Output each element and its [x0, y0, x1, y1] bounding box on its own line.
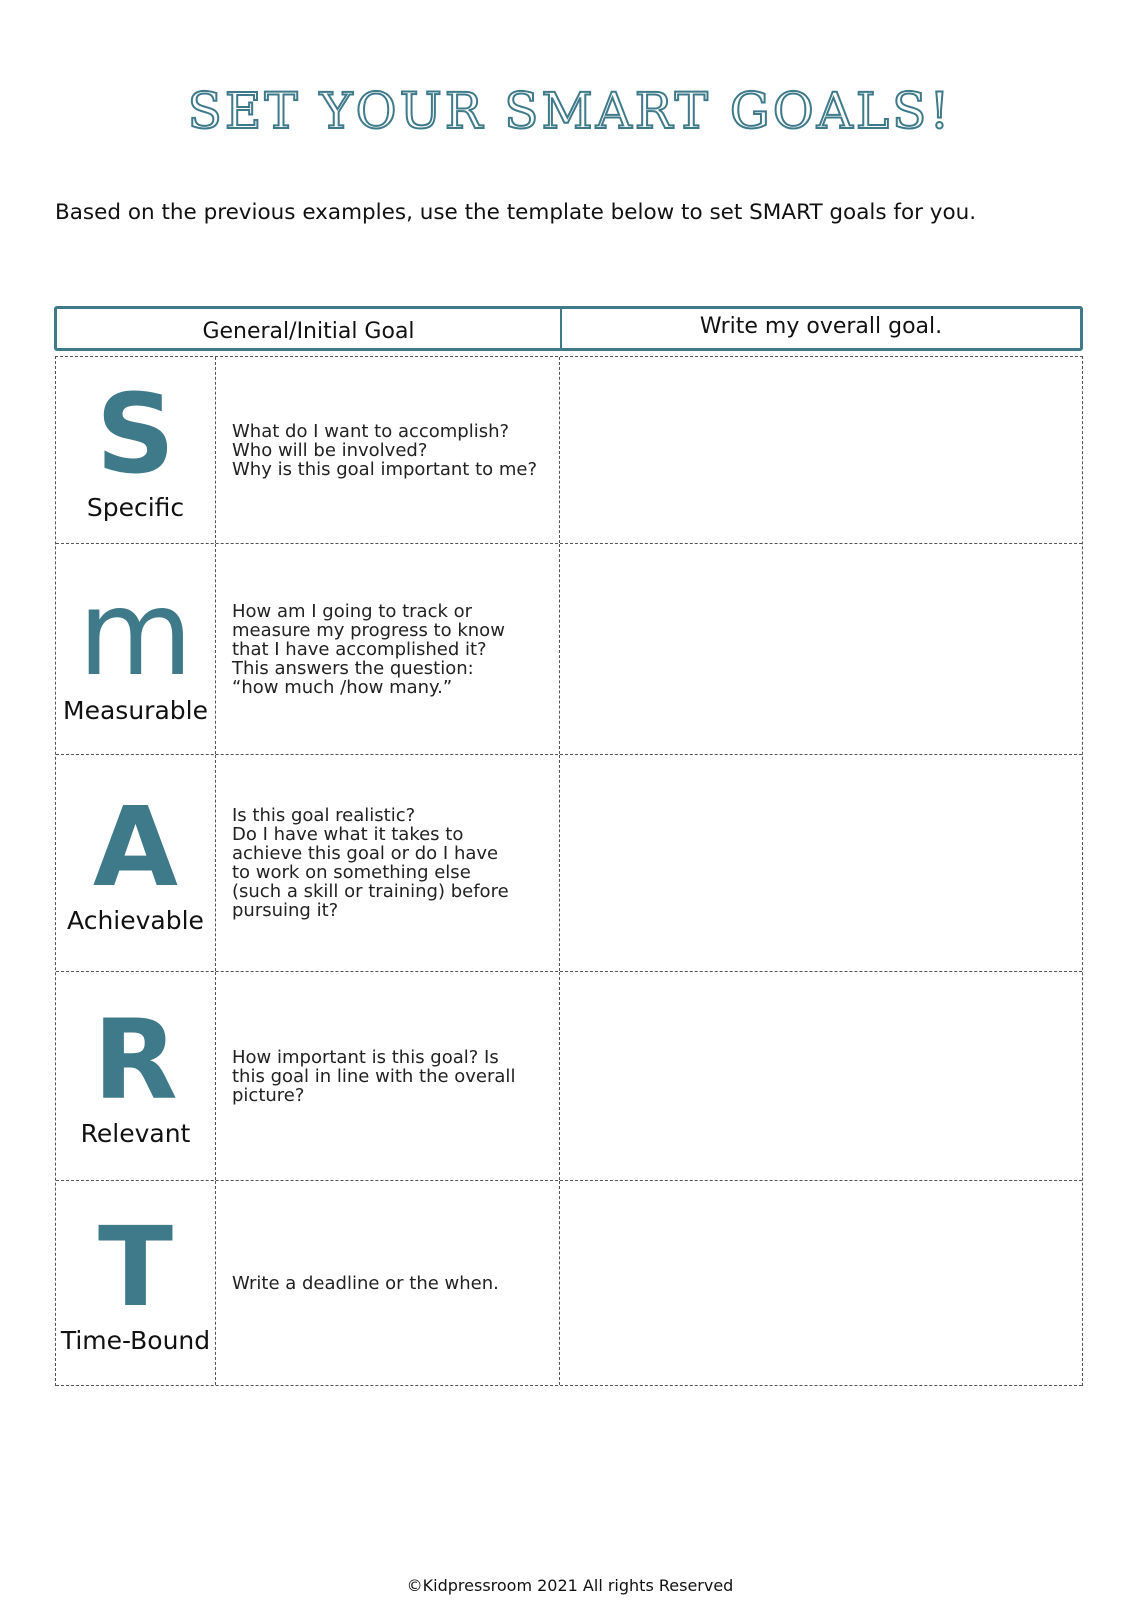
answer-field-relevant[interactable]	[560, 972, 1082, 1180]
letter-s-glyph: S	[95, 369, 176, 498]
smart-table	[55, 356, 1083, 1386]
letter-cell	[56, 1181, 216, 1385]
guiding-questions: How am I going to track or measure my progress to know that I have accomplished it? This answers the question: “how much /how many.”	[232, 600, 505, 698]
smart-row-measurable	[56, 544, 1082, 755]
intro-text: Based on the previous examples, use the template below to set SMART goals for you.	[55, 200, 977, 225]
smart-row-time-bound	[56, 1181, 1082, 1386]
guiding-questions: Write a deadline or the when.	[232, 1272, 499, 1294]
row-label: Relevant	[80, 1118, 191, 1148]
letter-cell	[56, 755, 216, 971]
letter-cell	[56, 357, 216, 543]
letter-m-glyph: m	[78, 563, 193, 702]
letter-r-glyph: R	[93, 995, 178, 1124]
letter-cell	[56, 972, 216, 1180]
letter-a-glyph: A	[92, 782, 179, 911]
row-label: Achievable	[67, 905, 204, 935]
smart-row-relevant	[56, 972, 1082, 1181]
smart-row-specific	[56, 357, 1082, 544]
guiding-questions: How important is this goal? Is this goal in line with the overall picture?	[232, 1046, 516, 1106]
goal-header-row	[54, 306, 1083, 351]
question-cell	[216, 755, 560, 971]
answer-field-specific[interactable]	[560, 357, 1082, 543]
answer-field-measurable[interactable]	[560, 544, 1082, 754]
row-label: Measurable	[63, 695, 208, 725]
smart-row-achievable	[56, 755, 1082, 972]
guiding-questions: Is this goal realistic? Do I have what it takes to achieve this goal or do I have to work on something else (such a skill or training) before pursuing it?	[232, 805, 509, 921]
answer-field-achievable[interactable]	[560, 755, 1082, 971]
letter-t-glyph: T	[97, 1202, 174, 1331]
letter-cell	[56, 544, 216, 754]
question-cell	[216, 357, 560, 543]
answer-field-time-bound[interactable]	[560, 1181, 1082, 1385]
guiding-questions: What do I want to accomplish? Who will be involved? Why is this goal important to me?	[232, 420, 538, 480]
header-general-goal-label: General/Initial Goal	[57, 309, 562, 348]
question-cell	[216, 972, 560, 1180]
row-label: Specific	[86, 492, 185, 522]
copyright-footer: ©Kidpressroom 2021 All rights Reserved	[406, 1576, 734, 1595]
row-label: Time-Bound	[60, 1325, 211, 1355]
page-title: SET YOUR SMART GOALS!	[187, 82, 953, 140]
question-cell	[216, 544, 560, 754]
header-overall-goal-field[interactable]: Write my overall goal.	[699, 314, 943, 339]
question-cell	[216, 1181, 560, 1385]
